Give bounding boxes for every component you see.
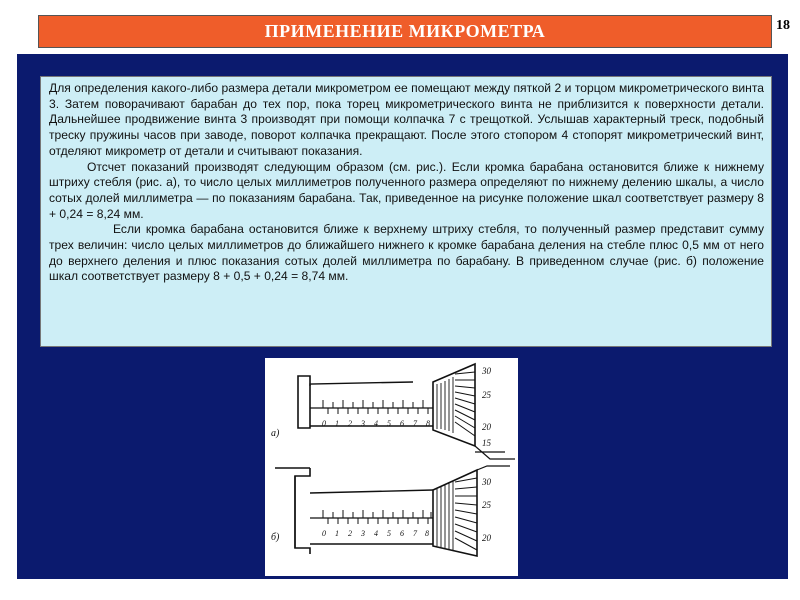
sleeve-number-a-5: 5: [387, 419, 391, 428]
thimble-number-a-15: 15: [482, 438, 491, 448]
thimble-number-b-25: 25: [482, 500, 491, 510]
sleeve-number-a-2: 2: [348, 419, 352, 428]
slide-title: ПРИМЕНЕНИЕ МИКРОМЕТРА: [264, 21, 546, 41]
thimble-number-b-20: 20: [482, 533, 491, 543]
sleeve-number-a-7: 7: [413, 419, 417, 428]
micrometer-figure-svg: [265, 358, 518, 576]
sleeve-number-b-3: 3: [361, 529, 365, 538]
thimble-number-a-20: 20: [482, 422, 491, 432]
micrometer-b: [271, 466, 510, 556]
sleeve-ticks-b: [323, 510, 431, 524]
sleeve-number-b-1: 1: [335, 529, 339, 538]
thimble-number-b-30: 30: [482, 477, 491, 487]
thimble-number-a-30: 30: [482, 366, 491, 376]
sleeve-number-a-3: 3: [361, 419, 365, 428]
sleeve-number-b-5: 5: [387, 529, 391, 538]
paragraph-1: Для определения какого-либо размера детали микрометром ее помещают между пяткой 2 и торцом микрометрического винта 3. Затем поворачивают барабан до тех пор, пока торец микрометрического винта не приблизится к поверхности детали. Дальнейшее продвижение винта 3 производят при помощи колпачка 7 с трещоткой. Услышав характерный треск, подобный треску пружины часов при заводе, поворот колпачка прекращают. После этого стопором 4 стопорят микрометрический винт, отделяют микрометр от детали и считывают показания.: [49, 81, 764, 158]
sleeve-number-b-2: 2: [348, 529, 352, 538]
micrometer-figure: [265, 358, 518, 576]
figure-label-a: а): [271, 428, 280, 439]
sleeve-number-b-7: 7: [413, 529, 417, 538]
slide-number: 18: [776, 18, 790, 33]
sleeve-number-a-1: 1: [335, 419, 339, 428]
sleeve-number-a-6: 6: [400, 419, 404, 428]
thimble-a: [433, 364, 475, 446]
sleeve-number-a-4: 4: [374, 419, 378, 428]
micrometer-a: [271, 364, 515, 459]
sleeve-ticks-a: [323, 400, 428, 414]
sleeve-number-b-4: 4: [374, 529, 378, 538]
thimble-number-a-25: 25: [482, 390, 491, 400]
sleeve-number-a-8: 8: [426, 419, 430, 428]
description-text-box: [40, 76, 772, 347]
sleeve-number-b-8: 8: [425, 529, 429, 538]
sleeve-number-b-0: 0: [322, 529, 326, 538]
slide-title-bar: [38, 15, 772, 48]
figure-label-b: б): [271, 532, 280, 543]
paragraph-3: Если кромка барабана остановится ближе к верхнему штриху стебля, то полученный размер представит сумму трех величин: число целых миллиметров до ближайшего нижнего к кромке барабана деления на стебле плюс 0,5 мм от него до верхнего деления и плюс показания сотых долей миллиметра по барабану. В приведенном случае (рис. б) положение шкал соответствует размеру 8 + 0,5 + 0,24 = 8,74 мм.: [49, 222, 764, 284]
paragraph-2: Отсчет показаний производят следующим образом (см. рис.). Если кромка барабана остановится ближе к нижнему штриху стебля (рис. а), то число целых миллиметров полученного размера определяют по нижнему делению шкалы, а число сотых долей миллиметра — по показаниям барабана. Так, приведенное на рисунке положение шкал соответствует размеру 8 + 0,24 = 8,24 мм.: [49, 159, 764, 221]
sleeve-number-a-0: 0: [322, 419, 326, 428]
sleeve-number-b-6: 6: [400, 529, 404, 538]
